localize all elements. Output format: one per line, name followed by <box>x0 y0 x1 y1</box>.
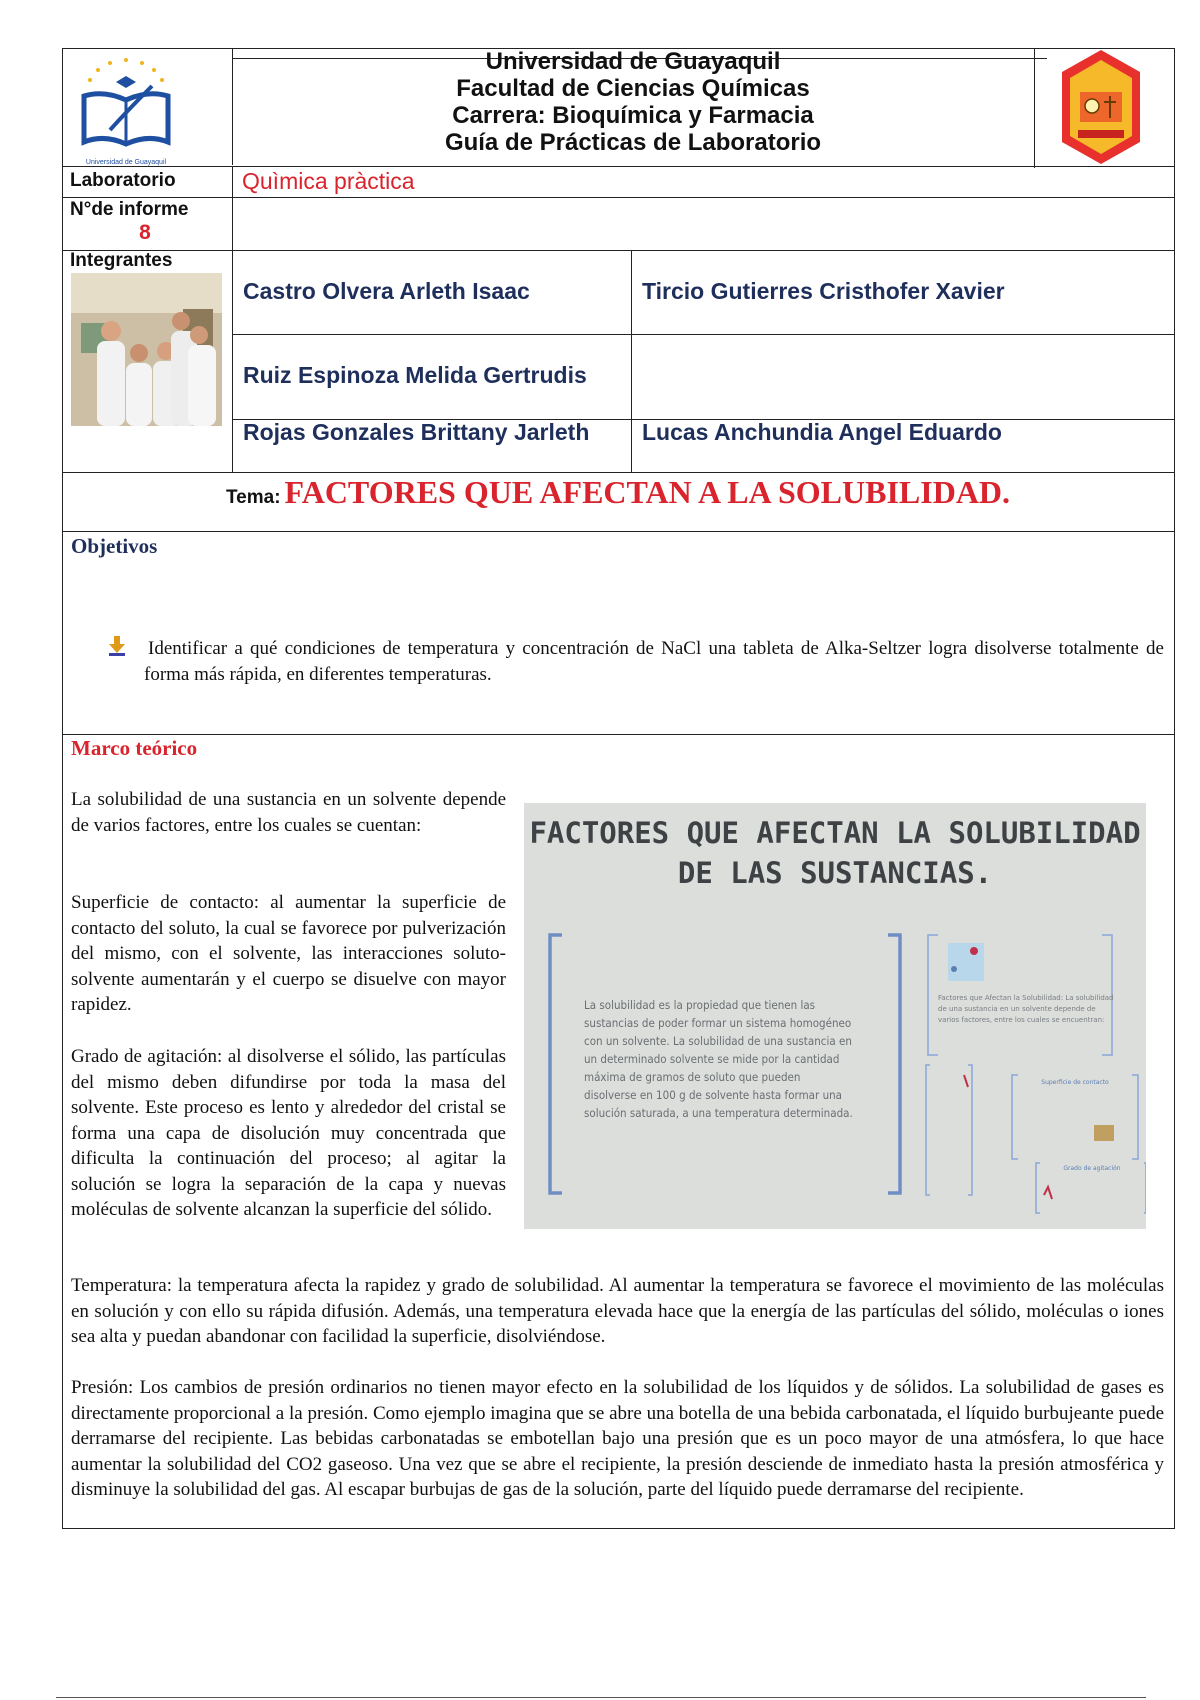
slide-body: La solubilidad es la propiedad que tienen las sustancias de poder formar un sistema homogéneo con un solvente. La solubilidad de una sustancia en un determinado solvente se mide por la cantidad máxima de gramos de soluto que pueden disolverse en 100 g de solvente hasta formar una solución saturada, a una temperatura determinada. <box>584 998 853 1120</box>
group-photo <box>71 273 222 426</box>
lab-value: Quìmica pràctica <box>242 168 415 194</box>
report-label: N°de informe <box>70 199 189 220</box>
objectives-heading: Objetivos <box>71 534 158 558</box>
topic-title: FACTORES QUE AFECTAN A LA SOLUBILIDAD. <box>284 474 1011 510</box>
topic-label: Tema: <box>225 487 281 508</box>
slide-mini-title-2: Grado de agitación <box>1063 1165 1121 1172</box>
slide-title: FACTORES QUE AFECTAN LA SOLUBILIDAD DE LAS SUSTANCIAS. <box>529 816 1141 890</box>
footer-rule <box>56 1697 1146 1698</box>
faculty-name: Facultad de Ciencias Químicas <box>456 75 810 102</box>
logo-caption: Universidad de Guayaquil <box>85 159 167 166</box>
theory-surface: Superficie de contacto: al aumentar la superficie de contacto del soluto, la cual se favorece por pulverización del mismo, con el solvente, las interacciones soluto-solvente aumentarán y el cuerpo se disuelve con mayor rapidez. <box>71 892 506 1015</box>
member-3: Ruiz Espinoza Melida Gertrudis <box>243 362 587 388</box>
theory-agitation: Grado de agitación: al disolverse el sólido, las partículas del mismo deben difundirse por toda la masa del solvente. Este proceso es lento y alrededor del cristal se forma una capa de disolución muy concentrada que dificulta la continuación del proceso; al agitar la solución se logra la separación de la capa y nuevas moléculas de solvente alcanzan la superficie del sólido. <box>71 1046 506 1220</box>
arrow-bullet-icon <box>108 636 126 656</box>
guide-title: Guía de Prácticas de Laboratorio <box>444 129 822 156</box>
faculty-crest <box>1058 48 1144 166</box>
university-logo <box>70 52 182 166</box>
lab-label: Laboratorio <box>70 170 176 191</box>
slide-side-note: Factores que Afectan la Solubilidad: La solubilidad de una sustancia en un solvente depende de varios factores, entre los cuales se encuentran: <box>938 994 1114 1024</box>
report-number: 8 <box>139 221 151 244</box>
slide-mini-title: Superficie de contacto <box>1041 1079 1109 1086</box>
theory-intro: La solubilidad de una sustancia en un solvente depende de varios factores, entre los cuales se cuentan: <box>71 789 506 836</box>
theory-pressure: Presión: Los cambios de presión ordinarios no tienen mayor efecto en la solubilidad de los líquidos y de sólidos. La solubilidad de gases es directamente proporcional a la presión. Como ejemplo imagina que se abre una botella de una bebida carbonatada, el líquido burbujeante puede derramarse del recipiente. Las bebidas carbonatadas se embotellan bajo una presión que es un poco mayor de una atmósfera, lo que hace aumentar la solubilidad del CO2 gaseoso. Una vez que se abre el recipiente, la presión desciende de inmediato hasta la presión atmosférica y disminuye la solubilidad del gas. Al escapar burbujas de gas de la solución, parte del líquido puede derramarse del recipiente. <box>71 1377 1164 1500</box>
objective-item: Identificar a qué condiciones de temperatura y concentración de NaCl una tableta de Alka-Seltzer logra disolverse totalmente de forma más rápida, en diferentes temperaturas. <box>144 638 1164 685</box>
member-2: Tircio Gutierres Cristhofer Xavier <box>642 278 1005 304</box>
members-label: Integrantes <box>70 250 173 271</box>
university-name: Universidad de Guayaquil <box>485 48 781 75</box>
theory-temperature: Temperatura: la temperatura afecta la rapidez y grado de solubilidad. Al aumentar la temperatura se favorece el movimiento de las moléculas en solución y con ello su rápida difusión. Además, una temperatura elevada hace que la energía de las partículas del sólido, moléculas o iones sea alta y puedan abandonar con facilidad la superficie, disolviéndose. <box>71 1275 1164 1347</box>
member-1: Castro Olvera Arleth Isaac <box>243 278 530 304</box>
theory-heading: Marco teórico <box>71 736 198 760</box>
member-6: Lucas Anchundia Angel Eduardo <box>642 419 1002 445</box>
member-5: Rojas Gonzales Brittany Jarleth <box>243 419 590 445</box>
slide-image <box>524 803 1146 1229</box>
career-name: Carrera: Bioquímica y Farmacia <box>452 102 814 129</box>
